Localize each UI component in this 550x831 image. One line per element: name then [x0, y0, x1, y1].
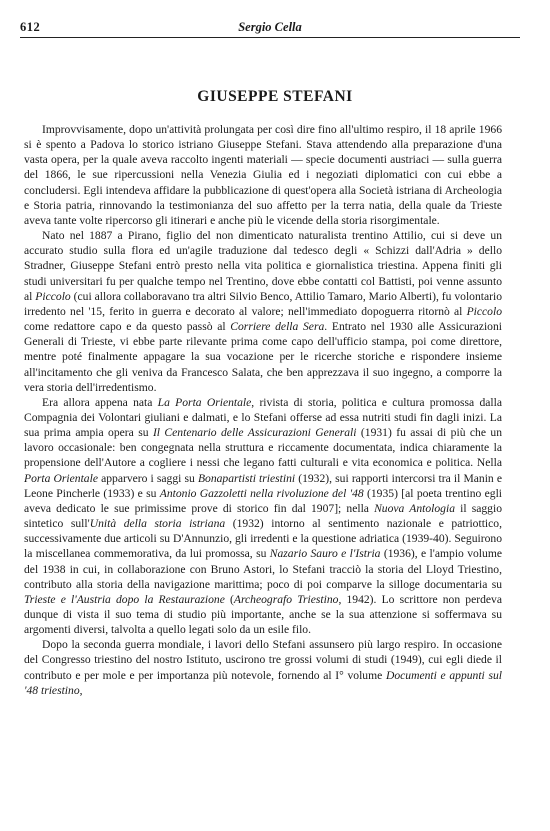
text-run: apparvero i saggi su [97, 471, 198, 485]
italic-title-run: Bonapartisti triestini [197, 471, 296, 485]
text-run: come redattore capo e da questo passò al [24, 320, 231, 334]
running-head [20, 18, 520, 38]
page-number: 612 [20, 20, 41, 34]
italic-title-run: Unità della storia istriana [89, 517, 226, 531]
text-run: , rivista di storia, politica e cultura promossa dalla Compagnia dei Volontari giuliani e dalmati, e lo Stefani offerse ad essa nutriti studi fin dagli inizi. La sua prima ampia opera su [24, 395, 502, 440]
text-run: (1932), sui rapporti intercorsi tra il Manin e Leone Pincherle (1933) e su [24, 471, 502, 500]
text-run: (1932) intorno al sentimento nazionale e patriottico, successivamente due articoli su D'Annunzio, gli irredenti e la questione adriatica (1939-40). Seguirono la miscellanea commemorativa, da lui promossa, su [24, 517, 502, 561]
paragraph [24, 637, 502, 698]
text-run: ( [224, 592, 234, 606]
paragraph [24, 395, 502, 638]
italic-title-run: Corriere della Sera [230, 320, 325, 334]
italic-title-run: Archeografo Triestino [233, 592, 339, 606]
text-run: (1936), e l'ampio volume del 1938 in cui, in collaborazione con Bruno Astori, lo Stefani tracciò la storia del Lloyd Triestino, contributo alla storia della navigazione marittima; poco di poi comparve la silloge documentaria su [24, 547, 502, 591]
italic-title-run: Piccolo [35, 289, 71, 303]
text-run: (cui allora collaboravano tra altri Silvio Benco, Attilio Tamaro, Mario Alberti), fu volontario irredento nel '15, ferito in guerra e decorato al valore; nell'immediato dopoguerra ritornò al [24, 289, 503, 318]
text-run: , 1942). Lo scrittore non perdeva dunque di vista il suo tema di studio più importante, anche se la sua attenzione si soffermava su argomenti diversi, talvolta a quello legati solo da un esile filo. [24, 592, 502, 637]
italic-title-run: Il Centenario delle Assicurazioni Generali [152, 426, 357, 440]
paragraph [24, 122, 502, 228]
italic-title-run: La Porta Orientale [157, 395, 252, 409]
italic-title-run: Nuova Antologia [374, 501, 456, 515]
text-run: il saggio sintetico sull' [24, 501, 502, 531]
italic-title-run: Antonio Gazzoletti nella rivoluzione del '48 [159, 486, 364, 500]
text-run: (1931) fu assai di più che un lavoro occasionale: ben congegnata nella struttura e riccamente documentata, indica chiaramente la propensione dell'Autore a cogliere i nessi che legano fatti culturali e vita economica e politica. Nella [24, 426, 502, 470]
header-rule [20, 37, 520, 38]
article-title: GIUSEPPE STEFANI [197, 88, 353, 105]
article-body [24, 122, 502, 698]
text-run: (1935) [al poeta trentino egli aveva dedicato le sue primissime prove di storico fin dal 1907]; nella [24, 486, 503, 515]
italic-title-run: Documenti e appunti sul '48 triestino [24, 668, 502, 697]
text-run: Nato nel 1887 a Pirano, figlio del non dimenticato naturalista trentino Attilio, cui si deve un accurato studio sulla flora ed un'agile traduzione dal tedesco degli « Schizzi dall'Adria » dello Stradner, Giuseppe Stefani entrò presto nella vita politica e giornalistica triestina. Appena finiti gli studi universitari fu per qualche tempo nel Trentino, dove ebbe contatti col Battisti, poi venne assunto al [24, 229, 502, 303]
running-title: Sergio Cella [238, 20, 302, 34]
text-run: Era allora appena nata [42, 395, 158, 409]
text-run: . Entrato nel 1930 alle Assicurazioni Generali di Trieste, vi ebbe parte rilevante prima come capo dell'ufficio stampa, poi come direttore, mentre poté finalmente appagare la sua vocazione per le ricerche storiche e rispondere insieme all'incitamento che gli veniva da Francesco Salata, che ben apprezzava il suo ingegno, a comporre la vera storia dell'irredentismo. [24, 320, 502, 394]
italic-title-run: Porta Orientale [24, 471, 98, 485]
text-run: Improvvisamente, dopo un'attività prolungata per così dire fino all'ultimo respiro, il 18 aprile 1966 si è spento a Padova lo storico istriano Giuseppe Stefani. Stava attendendo alla preparazione d'una vasta opera, per la quale aveva raccolto ingenti materiali — specie documenti austriaci — sulla guerra del 1866, le sue ripercussioni nella Venezia Giulia ed i negoziati diplomatici con cui ebbe a concludersi. Egli intendeva affidare la pubblicazione di quest'opera alla Società istriana di Archeologia e Storia patria, rinnovando la testimonianza del suo affetto per la terra natia, della quale da Trieste aveva tante volte ripercorso gli itinerari e anche più le vicende della storia risorgimentale. [24, 123, 502, 227]
text-run: Dopo la seconda guerra mondiale, i lavori dello Stefani assunsero più largo respiro. In occasione del Congresso triestino del nostro Istituto, uscirono tre grossi volumi di studi (1949), cui egli diede il contributo e per mole e per importanza più notevole, fornendo al I° volume [24, 638, 502, 682]
text-run: , [79, 683, 83, 697]
paragraph [24, 228, 502, 395]
italic-title-run: Nazario Sauro e l'Istria [269, 547, 381, 561]
italic-title-run: Trieste e l'Austria dopo la Restaurazione [24, 592, 225, 606]
italic-title-run: Piccolo [466, 304, 502, 318]
